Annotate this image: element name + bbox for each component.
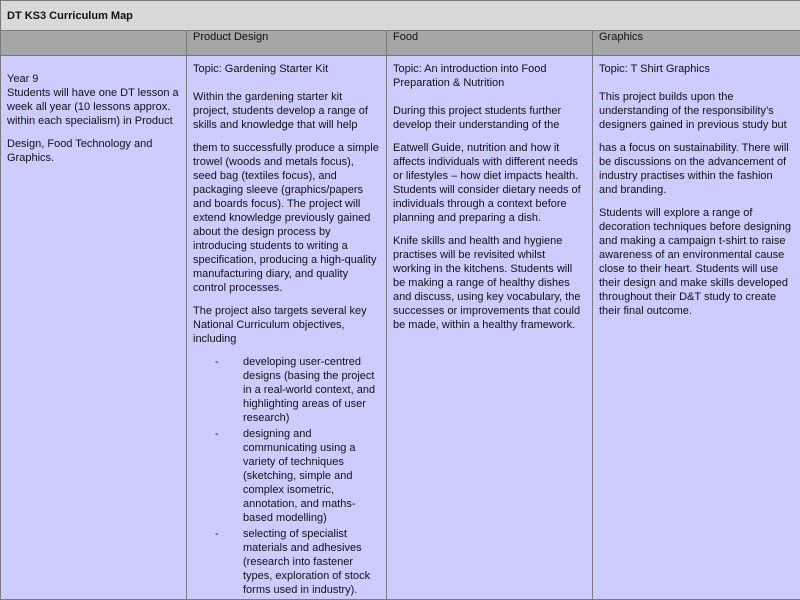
year-paragraph: Students will have one DT lesson a week all year (10 lessons approx. within each specialism) in Product — [7, 86, 180, 128]
product-design-paragraph: them to successfully produce a simple trowel (woods and metals focus), seed bag (textiles focus), and packaging sleeve (graphics/papers and boards focus). The project will extend knowledge previously gained about the design process by introducing students to writing a specification, producing a high-quality manufacturing diary, and quality control processes. — [193, 141, 380, 295]
graphics-paragraph: Students will explore a range of decoration techniques before designing and making a campaign t-shirt to raise awareness of an environmental cause close to their heart. Students will use their design and make skills developed throughout their D&T study to create their final outcome. — [599, 206, 794, 318]
food-cell — [387, 56, 593, 600]
bullet-dash: - — [215, 427, 219, 441]
graphics-paragraph: This project builds upon the understanding of the responsibility’s designers gained in previous study but — [599, 90, 794, 132]
food-paragraph: During this project students further develop their understanding of the — [393, 104, 586, 132]
objective-text: designing and communicating using a variety of techniques (sketching, simple and complex isometric, annotation, and maths-based modelling) — [243, 428, 356, 524]
bullet-dash: - — [215, 527, 219, 541]
objectives-list — [193, 355, 380, 597]
list-item — [193, 355, 380, 425]
year-cell — [1, 56, 187, 600]
graphics-topic: Topic: T Shirt Graphics — [599, 62, 794, 76]
product-design-cell — [187, 56, 387, 600]
graphics-cell — [593, 56, 800, 600]
food-paragraph: Eatwell Guide, nutrition and how it affects individuals with different needs or lifestyles – how diet impacts health. Students will consider dietary needs of individuals through a context before planning and preparing a dish. — [393, 141, 586, 225]
header-food: Food — [387, 31, 593, 56]
document-title: DT KS3 Curriculum Map — [1, 1, 800, 31]
objective-text: developing user-centred designs (basing the project in a real-world context, and highlighting areas of user research) — [243, 356, 375, 424]
product-design-topic: Topic: Gardening Starter Kit — [193, 62, 380, 76]
header-year — [1, 31, 187, 56]
header-product-design: Product Design — [187, 31, 387, 56]
list-item — [193, 427, 380, 525]
food-topic: Topic: An introduction into Food Preparation & Nutrition — [393, 62, 586, 90]
graphics-paragraph: has a focus on sustainability. There will be discussions on the advancement of industry practises within the fashion and branding. — [599, 141, 794, 197]
objective-text: selecting of specialist materials and adhesives (research into fastener types, exploration of stock forms used in industry). — [243, 528, 370, 596]
product-design-paragraph: Within the gardening starter kit project, students develop a range of skills and knowledge that will help — [193, 90, 380, 132]
header-graphics: Graphics — [593, 31, 800, 56]
year-paragraph: Design, Food Technology and Graphics. — [7, 137, 180, 165]
year-label: Year 9 — [7, 72, 180, 86]
product-design-paragraph: The project also targets several key National Curriculum objectives, including — [193, 304, 380, 346]
bullet-dash: - — [215, 355, 219, 369]
list-item — [193, 527, 380, 597]
food-paragraph: Knife skills and health and hygiene practises will be revisited whilst working in the kitchens. Students will be making a range of healthy dishes and discuss, using key vocabulary, the successes or improvements that could be made, within a healthy framework. — [393, 234, 586, 332]
